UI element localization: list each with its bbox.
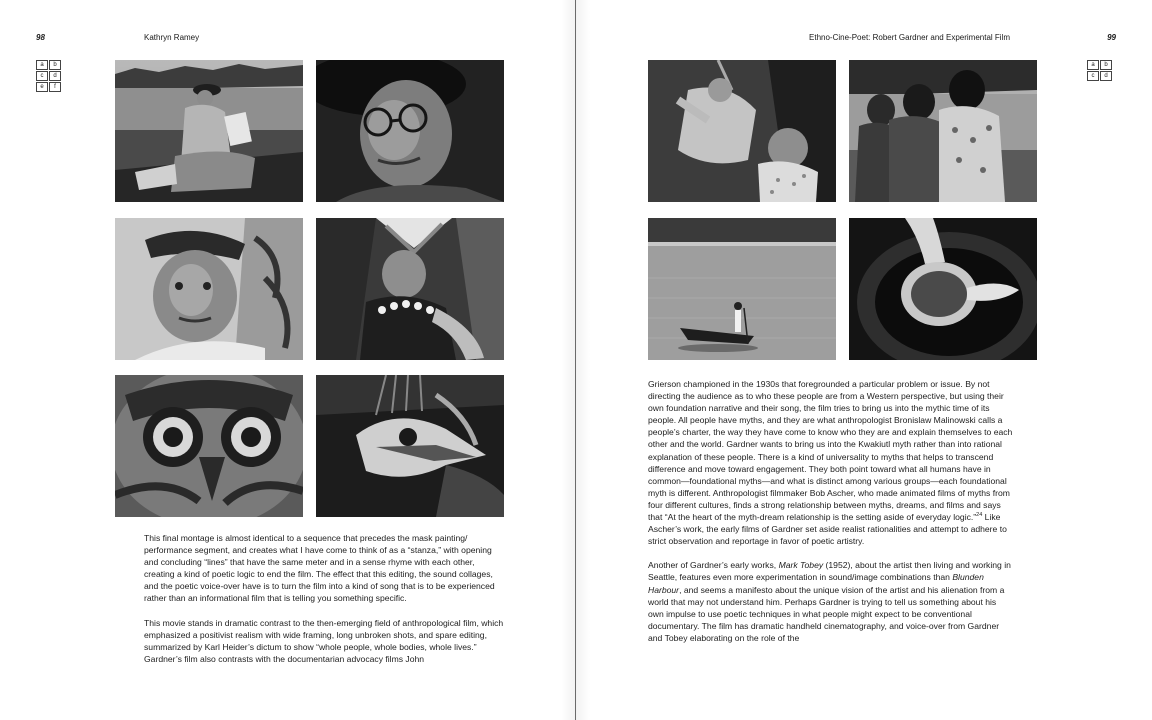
paragraph: This final montage is almost identical to a sequence that precedes the mask painting/ performance segment, and creates what I have come to think of as a “stanza,” with opening and concluding “lines” that have the same meter and in a sense rhyme with each other, creating a kind of poetic logic to end the film. The effect that this editing, the sound collages, and the poetic voice-over have is to turn the film into a kind of song that is to be experienced rather than an informational film that is telling you something specific. [144, 533, 495, 604]
film-still-b [849, 60, 1037, 202]
page-gutter [575, 0, 576, 720]
right-running-head: Ethno-Cine-Poet: Robert Gardner and Experimental Film [809, 33, 1010, 42]
film-still-d [849, 218, 1037, 360]
figure-key-cell: d [1100, 71, 1112, 81]
paragraph [648, 559, 1013, 644]
right-page-number: 99 [1107, 33, 1116, 42]
left-body-text [144, 532, 507, 665]
footnote-reference[interactable]: 24 [976, 512, 983, 519]
paragraph-text: , and seems a manifesto about the unique vision of the artist and his alienation from a world that may not understand him. Perhaps Gardner is trying to tell us something about his own impulse to use poetic techniques in what people might expect to be conventional documentary. The film has dramatic handheld cinematography, and voice-over from Gardner and Tobey elaborating on the role of the [648, 584, 1005, 643]
figure-key-cell: e [36, 82, 48, 92]
figure-key-right [1087, 60, 1112, 81]
figure-key-cell: f [49, 82, 61, 92]
paragraph-text: Another of Gardner’s early works, [648, 560, 779, 571]
paragraph: This movie stands in dramatic contrast to the then-emerging field of anthropological film, which emphasized a positivist realism with wide framing, long unbroken shots, and spare editing, summarized by Karl Heider’s dictum to show “whole people, whole bodies, whole lives.” Gardner’s film also contrasts with the documentarian advocacy films John [144, 617, 504, 664]
film-still-c [115, 218, 303, 360]
film-still-a [115, 60, 303, 202]
figure-key-cell: a [1087, 60, 1099, 70]
figure-key-cell: b [1100, 60, 1112, 70]
figure-key-cell: c [1087, 71, 1099, 81]
figure-key-left [36, 60, 61, 92]
paragraph [648, 378, 1013, 547]
gutter-shadow [561, 0, 575, 720]
paragraph-text: Like Ascher’s work, the early films of Gardner set aside realist rationalities and attempt to adhere to strict observation and reportage in favor of poetic artistry. [648, 512, 1007, 547]
film-title: Blunden Harbour [648, 572, 984, 595]
film-still-e [115, 375, 303, 517]
figure-key-cell: d [49, 71, 61, 81]
film-still-a [648, 60, 836, 202]
film-still-c [648, 218, 836, 360]
film-still-f [316, 375, 504, 517]
figure-key-cell: a [36, 60, 48, 70]
film-still-d [316, 218, 504, 360]
paragraph-text: Grierson championed in the 1930s that foregrounded a particular problem or issue. By not directing the audience as to who these people are from a Western perspective, but using their own foundation narrative and their song, the film tries to bring us into the mythic time of its people. All people have myths, and they are what anthropologist Bronislaw Malinowski calls a people’s charter, the way they have come to know who they are and explain themselves to each other and the world. Gardner wants to bring us into the Kwakiutl myth rather than into rational explanation of these people. There is a kind of universality to myths that helps to transcend difference and move toward engagement. They both point toward what all humans have in common—foundational myths—and what is distinct among various groups—each foundational myth is different. Anthropologist filmmaker Bob Ascher, who made animated films of myths from four different cultures, finds a strong relationship between myths, dreams, and films and says that “At the heart of the myth-dream relationship is the setting aside of everyday logic.” [648, 379, 1013, 523]
left-running-head: Kathryn Ramey [144, 33, 200, 42]
right-body-text [648, 378, 1013, 644]
figure-key-cell: c [36, 71, 48, 81]
right-page [576, 0, 1152, 720]
gutter-shadow [576, 0, 590, 720]
film-still-b [316, 60, 504, 202]
paragraph-text: (1952), about the artist then living and working in Seattle, features even more experimentation in sound/image combinations than [648, 560, 1011, 583]
film-title: Mark Tobey [778, 560, 824, 571]
left-page-number: 98 [36, 33, 45, 42]
figure-key-cell: b [49, 60, 61, 70]
